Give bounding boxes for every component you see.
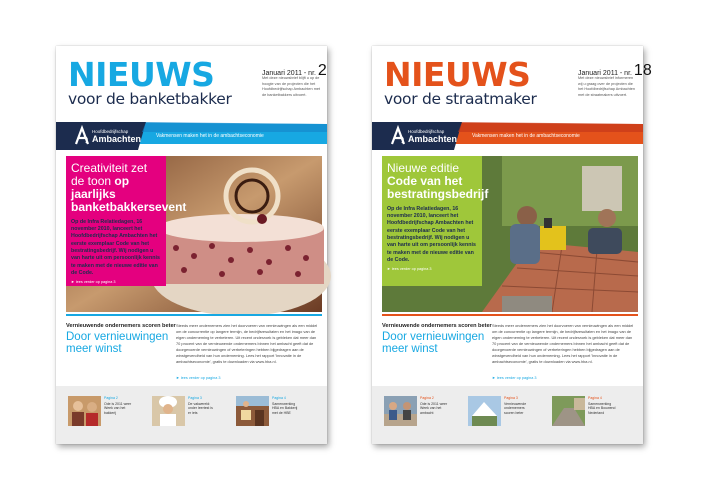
band-tagline: Vakmensen maken het in de ambachtseconomie: [472, 133, 580, 139]
thumb-shop: [236, 396, 269, 426]
logo-bottom-text: Ambachten: [408, 134, 458, 144]
masthead-title: NIEUWS: [384, 55, 531, 94]
newsletter-cover-banketbakker: [56, 46, 327, 444]
feature-body: Op de Infra Relatiedagen, 16 november 2010, lanceert het Hoofdbedrijfschap Ambachten het eerste exemplaar Code van het bestratingsbedrijf. Wij nodigen u van harte uit om persoonlijk kennis te maken met de nieuwe editie van de Code.: [387, 205, 476, 263]
intro-text: Met deze nieuwsbrief blijft u op de hoogte van de projecten die het Hoofdbedrijfschap Ambachten met de banketbakkers uitvoert.: [262, 76, 321, 98]
feature-headline: Nieuwe editie Code van het bestratingsbedrijf: [387, 161, 489, 201]
thumb-workers: [384, 396, 417, 426]
masthead-subtitle: voor de straatmaker: [384, 90, 537, 108]
feature-box: [66, 156, 187, 286]
feature-read-more-link[interactable]: ► lees verder op pagina 3: [387, 267, 432, 272]
feature-box: [382, 156, 489, 286]
section-divider: [66, 314, 322, 316]
logo-top-text: Hoofdbedrijfschap: [408, 129, 445, 134]
article-kicker: Vernieuwende ondernemers scoren beter: [382, 323, 492, 329]
feature-read-more-link[interactable]: ► lees verder op pagina 3: [71, 280, 116, 285]
thumb-label-2: Pagina 3 De vakwereld: onder leertest is er iets: [188, 396, 213, 416]
issue-number: 18: [633, 62, 652, 79]
intro-text: Met deze nieuwsbrief informeren wij u graag over de projecten die het Hoofdbedrijfschap Ambachten met de straatmakers uitvoert.: [578, 76, 635, 98]
article-read-more-link[interactable]: ► lees verder op pagina 3: [176, 376, 221, 380]
brand-band: [372, 122, 643, 150]
band-tagline: Vakmensen maken het in de ambachtseconomie: [156, 133, 264, 139]
masthead-subtitle: voor de banketbakker: [68, 90, 232, 108]
issue-label: Januari 2011 - nr. 2: [262, 62, 327, 79]
thumb-street: [552, 396, 585, 426]
masthead-title: NIEUWS: [68, 55, 215, 94]
thumb-label-2: Pagina 3 Vernieuwende ondernemers scoren beter: [504, 396, 527, 416]
logo-bottom-text: Ambachten: [92, 134, 142, 144]
thumb-label-3: Pagina 4 Samenwerking HBA en Bouwend Nederland: [588, 396, 616, 416]
thumb-label-1: Pagina 2 Ode is 2011 weer Week van het bakkerij: [104, 396, 132, 416]
ambachten-logo-icon: [390, 126, 406, 146]
feature-headline: Creativiteit zet de toon op jaarlijks banketbakkersevent: [71, 161, 187, 214]
section-divider: [382, 314, 638, 316]
newsletter-cover-straatmaker: [372, 46, 652, 444]
article-headline: Door vernieuwingen meer winst: [66, 331, 169, 356]
logo-top-text: Hoofdbedrijfschap: [92, 129, 129, 134]
contents-strip: [372, 386, 643, 444]
ambachten-logo-icon: [74, 126, 90, 146]
thumb-tent: [468, 396, 501, 426]
feature-body: Op de Infra Relatiedagen, 16 november 2010, lanceert het Hoofdbedrijfschap Ambachten het eerste exemplaar Code van het bestratingsbedrijf. Wij nodigen u van harte uit om persoonlijk kennis te maken met de nieuwe editie van de Code.: [71, 218, 160, 276]
article-kicker: Vernieuwende ondernemers scoren beter: [66, 323, 176, 329]
issue-number: 2: [317, 62, 327, 79]
article-body: Steeds meer ondernemers zien het doorvoeren van vernieuwingen als een middel om de concurrentie op langere termijn, de bedrijfsresultaten en het imago van de eigen onderneming te verbeteren. Uit recent onderzoek is gebleken dat meer dan 70 procent van de vernieuwende ondernemers binnen het ambacht geeft dat de doorgevoerde vernieuwingen of verbeteringen hebben bijgedragen aan de winstgevendheid van hun onderneming. Lees het rapport 'Innovatie in de ambachtseconomie', gratis te downloaden via www.hba.nl.: [492, 323, 634, 365]
thumb-bakers: [68, 396, 101, 426]
brand-band: [56, 122, 327, 150]
article-body: Steeds meer ondernemers zien het doorvoeren van vernieuwingen als een middel om de concurrentie op langere termijn, de bedrijfsresultaten en het imago van de eigen onderneming te verbeteren. Uit recent onderzoek is gebleken dat meer dan 70 procent van de vernieuwende ondernemers binnen het ambacht geeft dat de doorgevoerde vernieuwingen of verbeteringen hebben bijgedragen aan de winstgevendheid van hun onderneming. Lees het rapport 'Innovatie in de ambachtseconomie', gratis te downloaden via www.hba.nl.: [176, 323, 318, 365]
article-read-more-link[interactable]: ► lees verder op pagina 3: [492, 376, 537, 380]
issue-label: Januari 2011 - nr. 18: [578, 62, 652, 79]
thumb-label-1: Pagina 2 Ode is 2011 weer Week van het ambacht: [420, 396, 448, 416]
contents-strip: [56, 386, 327, 444]
thumb-label-3: Pagina 4 Samenwerking HBA en Bakkerij met de HBE: [272, 396, 298, 416]
thumb-chef: [152, 396, 185, 426]
article-headline: Door vernieuwingen meer winst: [382, 331, 485, 356]
